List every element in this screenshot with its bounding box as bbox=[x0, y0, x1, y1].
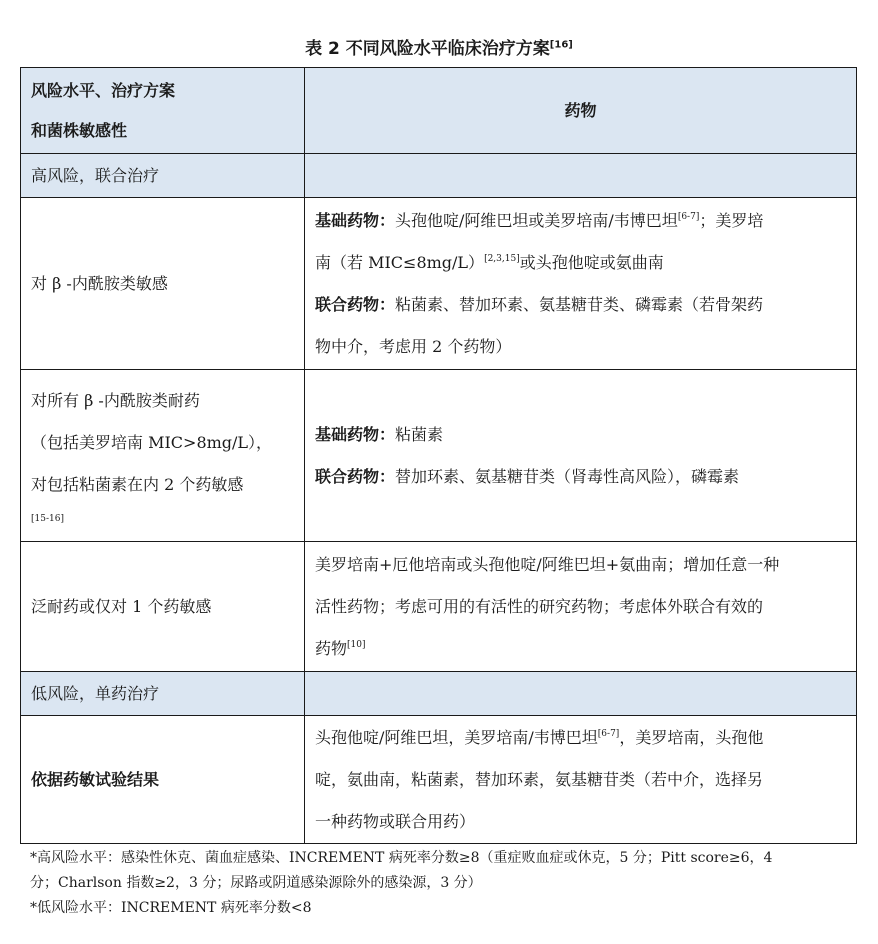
band-low-risk: 低风险，单药治疗 bbox=[21, 672, 305, 716]
row2-line2 bbox=[315, 456, 846, 498]
footnotes bbox=[30, 846, 860, 921]
row4-line2: 啶，氨曲南，粘菌素，替加环素，氨基糖苷类（若中介，选择另 bbox=[315, 769, 764, 789]
treatment-table bbox=[20, 67, 857, 844]
row1-line4: 物中介，考虑用 2 个药物） bbox=[315, 336, 512, 356]
row1-base-c: 南（若 MIC≤8mg/L） bbox=[315, 252, 485, 272]
row4-line1a: 头孢他啶/阿维巴坦，美罗培南/韦博巴坦 bbox=[315, 727, 598, 747]
row1-drugs bbox=[305, 198, 857, 370]
row1-combo-a: 粘菌素、替加环素、氨基糖苷类、磷霉素（若骨架药 bbox=[395, 294, 764, 314]
row1-combo-label: 联合药物： bbox=[315, 294, 396, 314]
row1-line1 bbox=[315, 200, 846, 242]
footnote-line3: *低风险水平：INCREMENT 病死率分数<8 bbox=[30, 900, 312, 916]
row-pan-resistant bbox=[21, 542, 857, 672]
header-risk-line2: 和菌株敏感性 bbox=[31, 120, 128, 140]
row4-line1b: ，美罗培南，头孢他 bbox=[619, 727, 764, 747]
row1-ref-b: [2,3,15] bbox=[484, 253, 520, 264]
row2-left-ref: [15-16] bbox=[31, 513, 64, 524]
row4-line3: 一种药物或联合用药） bbox=[315, 811, 476, 831]
row2-combo-text: 替加环素、氨基糖苷类（肾毒性高风险），磷霉素 bbox=[395, 466, 740, 486]
table-title-ref: [16] bbox=[549, 39, 573, 51]
header-drugs: 药物 bbox=[305, 68, 857, 154]
header-risk-level bbox=[21, 68, 305, 154]
row1-base-label: 基础药物： bbox=[315, 210, 396, 230]
row3-line3-text: 药物 bbox=[315, 638, 348, 658]
band-low-risk-empty bbox=[305, 672, 857, 716]
row2-combo-label: 联合药物： bbox=[315, 466, 396, 486]
row2-line1 bbox=[315, 414, 846, 456]
row1-line2 bbox=[315, 242, 846, 284]
row1-base-b: ；美罗培 bbox=[699, 210, 764, 230]
row3-ref: [10] bbox=[347, 639, 366, 650]
row3-line2: 活性药物；考虑可用的有活性的研究药物；考虑体外联合有效的 bbox=[315, 596, 764, 616]
band-high-risk: 高风险，联合治疗 bbox=[21, 154, 305, 198]
row1-base-d: 或头孢他啶或氨曲南 bbox=[519, 252, 664, 272]
row1-condition: 对 β -内酰胺类敏感 bbox=[21, 198, 305, 370]
row2-left-line1: 对所有 β -内酰胺类耐药 bbox=[31, 390, 200, 410]
row-by-susceptibility bbox=[21, 716, 857, 844]
row4-drugs bbox=[305, 716, 857, 844]
row3-condition: 泛耐药或仅对 1 个药敏感 bbox=[21, 542, 305, 672]
footnote-line2: 分；Charlson 指数≥2，3 分；尿路或阴道感染源除外的感染源，3 分） bbox=[30, 875, 482, 891]
row4-condition: 依据药敏试验结果 bbox=[21, 716, 305, 844]
row-all-beta-lactam-resistant bbox=[21, 370, 857, 542]
band-high-risk-row bbox=[21, 154, 857, 198]
band-high-risk-empty bbox=[305, 154, 857, 198]
row4-line1 bbox=[315, 717, 846, 759]
row2-condition bbox=[21, 370, 305, 542]
band-low-risk-row bbox=[21, 672, 857, 716]
row3-line1: 美罗培南+厄他培南或头孢他啶/阿维巴坦+氨曲南；增加任意一种 bbox=[315, 554, 780, 574]
row2-left-line2: （包括美罗培南 MIC>8mg/L）， bbox=[31, 432, 273, 452]
row-beta-lactam-sensitive bbox=[21, 198, 857, 370]
footnote-line1: *高风险水平：感染性休克、菌血症感染、INCREMENT 病死率分数≥8（重症败血症或休克，5 分；Pitt score≥6，4 bbox=[30, 850, 773, 866]
row3-line3 bbox=[315, 628, 846, 670]
table-title bbox=[0, 34, 878, 59]
row1-base-a: 头孢他啶/阿维巴坦或美罗培南/韦博巴坦 bbox=[395, 210, 678, 230]
row2-base-label: 基础药物： bbox=[315, 424, 396, 444]
table-title-text: 表 2 不同风险水平临床治疗方案 bbox=[305, 39, 550, 59]
row2-drugs bbox=[305, 370, 857, 542]
row4-ref: [6-7] bbox=[597, 728, 620, 739]
table-header-row bbox=[21, 68, 857, 154]
row1-line3 bbox=[315, 284, 846, 326]
row3-drugs bbox=[305, 542, 857, 672]
header-risk-line1: 风险水平、治疗方案 bbox=[31, 80, 176, 100]
row2-base-text: 粘菌素 bbox=[395, 424, 444, 444]
row1-ref-a: [6-7] bbox=[677, 211, 700, 222]
row2-left-line3: 对包括粘菌素在内 2 个药敏感 bbox=[31, 474, 244, 494]
